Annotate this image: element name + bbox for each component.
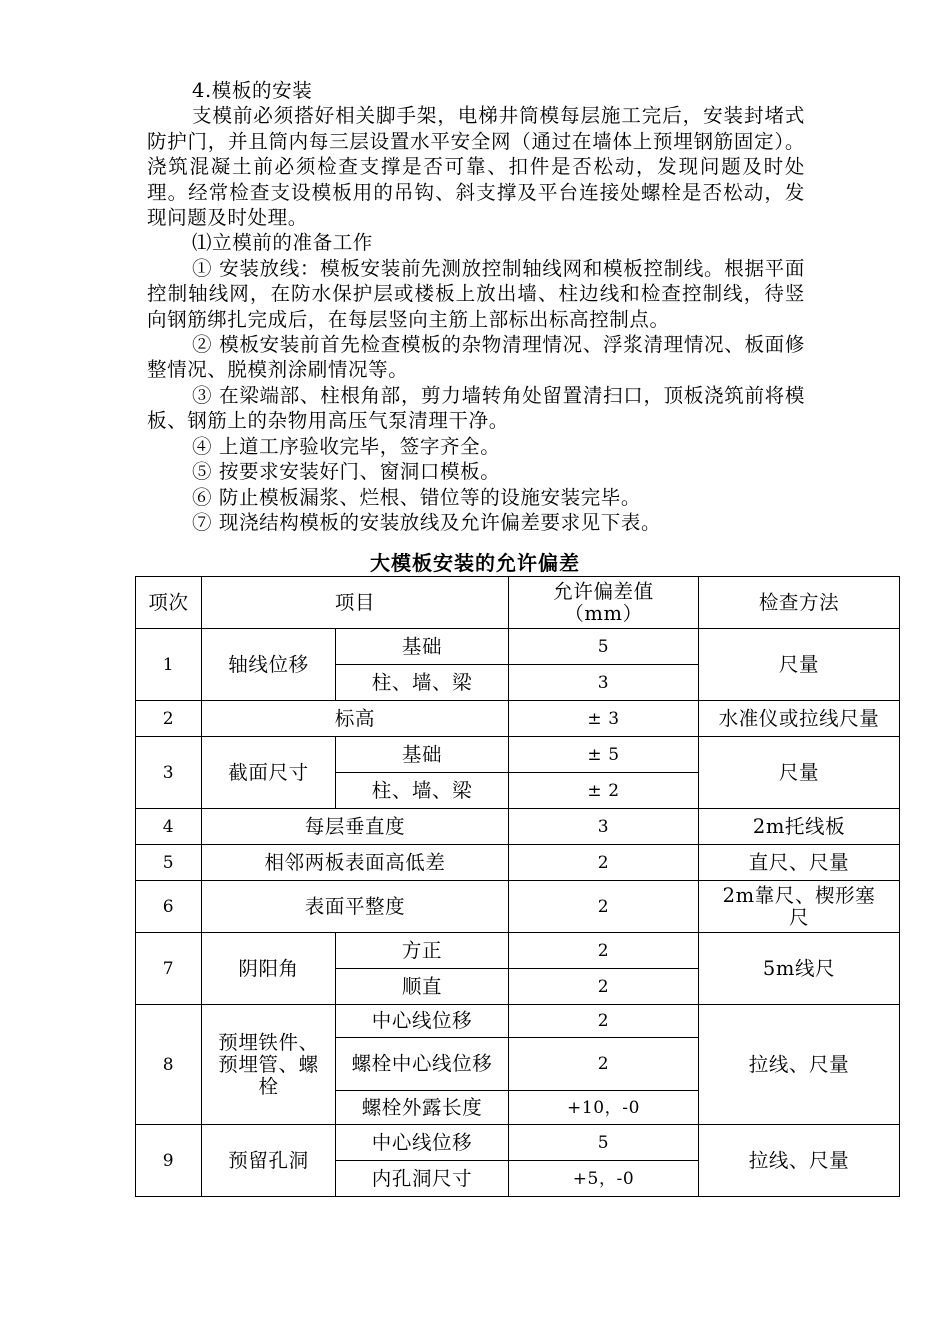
table-row xyxy=(136,737,900,773)
row-value: 5 xyxy=(509,1125,699,1161)
row-value: 3 xyxy=(509,809,699,845)
row-value: 2 xyxy=(509,1005,699,1038)
header-method: 检查方法 xyxy=(699,577,900,629)
list-item-2: ② 模板安装前首先检查模板的杂物清理情况、浮浆清理情况、板面修整情况、脱模剂涂刷情况等。 xyxy=(147,333,805,382)
body-text xyxy=(147,78,805,535)
tolerance-table xyxy=(135,576,900,1197)
row-value: 2 xyxy=(509,881,699,933)
list-item-4: ④ 上道工序验收完毕，签字齐全。 xyxy=(192,434,501,458)
list-item-1: ① 安装放线：模板安装前先测放控制轴线网和模板控制线。根据平面控制轴线网，在防水保护层或楼板上放出墙、柱边线和检查控制线，待竖向钢筋绑扎完成后，在每层竖向主筋上部标出标高控制点。 xyxy=(147,256,805,331)
row-subitem: 螺栓外露长度 xyxy=(336,1091,509,1125)
table-row xyxy=(136,809,900,845)
row-item: 每层垂直度 xyxy=(202,809,509,845)
row-item: 预埋铁件、预埋管、螺栓 xyxy=(202,1005,336,1125)
row-subitem: 中心线位移 xyxy=(336,1125,509,1161)
row-no: 3 xyxy=(136,737,202,809)
row-no: 2 xyxy=(136,701,202,737)
section-heading: 4.模板的安装 xyxy=(192,79,313,102)
row-item: 轴线位移 xyxy=(202,629,336,701)
row-method: 2m托线板 xyxy=(699,809,900,845)
list-item-7: ⑦ 现浇结构模板的安装放线及允许偏差要求见下表。 xyxy=(192,510,662,534)
list-item-6: ⑥ 防止模板漏浆、烂根、错位等的设施安装完毕。 xyxy=(192,485,641,509)
table-title: 大模板安装的允许偏差 xyxy=(370,551,580,575)
row-value: 2 xyxy=(509,933,699,969)
table-row xyxy=(136,1125,900,1161)
table-row xyxy=(136,845,900,881)
row-no: 9 xyxy=(136,1125,202,1197)
list-item-3: ③ 在梁端部、柱根角部，剪力墙转角处留置清扫口，顶板浇筑前将模板、钢筋上的杂物用高压气泵清理干净。 xyxy=(147,383,805,433)
row-value: ± 3 xyxy=(509,701,699,737)
row-value: 2 xyxy=(509,1038,699,1091)
row-no: 8 xyxy=(136,1005,202,1125)
row-no: 1 xyxy=(136,629,202,701)
row-subitem: 螺栓中心线位移 xyxy=(336,1038,509,1091)
row-no: 5 xyxy=(136,845,202,881)
row-subitem: 基础 xyxy=(336,737,509,773)
row-subitem: 方正 xyxy=(336,933,509,969)
row-no: 7 xyxy=(136,933,202,1005)
row-value: 5 xyxy=(509,629,699,665)
table-row xyxy=(136,1005,900,1038)
row-method: 直尺、尺量 xyxy=(699,845,900,881)
row-value: +5，-0 xyxy=(509,1161,699,1197)
list-item-5: ⑤ 按要求安装好门、窗洞口模板。 xyxy=(192,460,501,484)
table-row xyxy=(136,701,900,737)
header-no: 项次 xyxy=(136,577,202,629)
row-method: 尺量 xyxy=(699,737,900,809)
row-method: 水准仪或拉线尺量 xyxy=(699,701,900,737)
row-subitem: 基础 xyxy=(336,629,509,665)
row-method: 拉线、尺量 xyxy=(699,1125,900,1197)
row-value: +10，-0 xyxy=(509,1091,699,1125)
row-no: 4 xyxy=(136,809,202,845)
row-item: 相邻两板表面高低差 xyxy=(202,845,509,881)
paragraph-1: 支模前必须搭好相关脚手架，电梯井筒模每层施工完后，安装封堵式防护门，并且筒内每三层设置水平安全网（通过在墙体上预埋钢筋固定）。浇筑混凝土前必须检查支撑是否可靠、扣件是否松动，发现问题及时处理。经常检查支设模板用的吊钩、斜支撑及平台连接处螺栓是否松动，发现问题及时处理。 xyxy=(147,104,805,230)
row-subitem: 柱、墙、梁 xyxy=(336,773,509,809)
row-method: 尺量 xyxy=(699,629,900,701)
header-item: 项目 xyxy=(202,577,509,629)
row-method: 拉线、尺量 xyxy=(699,1005,900,1125)
row-subitem: 顺直 xyxy=(336,969,509,1005)
row-method: 2m靠尺、楔形塞尺 xyxy=(699,881,900,933)
table-row xyxy=(136,881,900,933)
row-value: ± 2 xyxy=(509,773,699,809)
sub-heading: ⑴立模前的准备工作 xyxy=(192,231,373,255)
row-value: 3 xyxy=(509,665,699,701)
table-header-row xyxy=(136,577,900,629)
row-item: 预留孔洞 xyxy=(202,1125,336,1197)
row-item: 表面平整度 xyxy=(202,881,509,933)
table-row xyxy=(136,629,900,665)
row-value: 2 xyxy=(509,969,699,1005)
header-tolerance: 允许偏差值（mm） xyxy=(509,577,699,629)
row-item: 阴阳角 xyxy=(202,933,336,1005)
row-no: 6 xyxy=(136,881,202,933)
row-subitem: 中心线位移 xyxy=(336,1005,509,1038)
row-subitem: 柱、墙、梁 xyxy=(336,665,509,701)
table-row xyxy=(136,933,900,969)
row-value: 2 xyxy=(509,845,699,881)
row-method: 5m线尺 xyxy=(699,933,900,1005)
row-item: 截面尺寸 xyxy=(202,737,336,809)
row-value: ± 5 xyxy=(509,737,699,773)
row-subitem: 内孔洞尺寸 xyxy=(336,1161,509,1197)
row-item: 标高 xyxy=(202,701,509,737)
